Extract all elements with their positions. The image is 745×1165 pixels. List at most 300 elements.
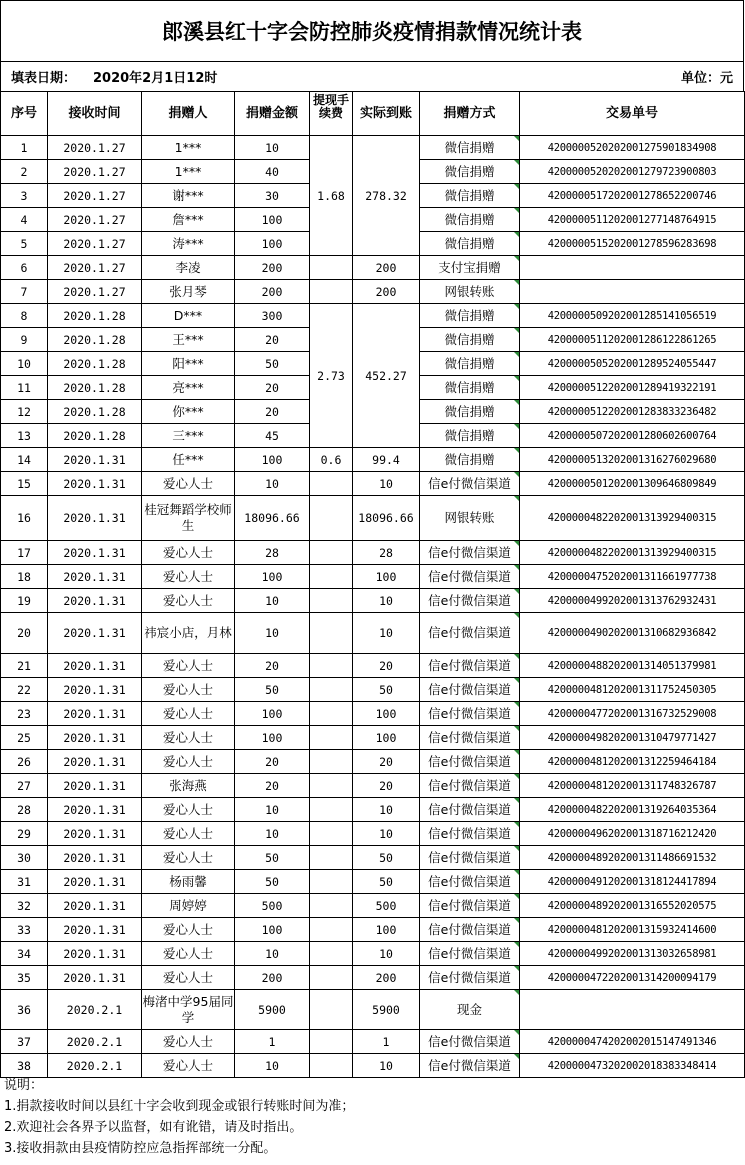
row-actual: 100 [353,702,420,726]
row-no: 27 [1,774,48,798]
row-amount: 10 [235,472,310,496]
row-fee [310,750,353,774]
row-txn: 4200000481202001315932414600 [520,918,745,942]
row-txn: 4200000501202001309646809849 [520,472,745,496]
row-amount: 45 [235,424,310,448]
row-method: 微信捐赠 [420,352,520,376]
table-row [1,966,745,990]
row-method: 信e付微信渠道 [420,846,520,870]
row-txn: 4200000511202001277148764915 [520,208,745,232]
row-method: 信e付微信渠道 [420,798,520,822]
row-fee [310,726,353,750]
row-fee [310,496,353,541]
row-date: 2020.1.31 [48,613,142,654]
row-txn [520,280,745,304]
row-no: 18 [1,565,48,589]
row-date: 2020.1.28 [48,400,142,424]
row-donor: 梅渚中学95届同学 [142,990,235,1030]
row-date: 2020.1.27 [48,280,142,304]
row-method: 网银转账 [420,496,520,541]
row-amount: 5900 [235,990,310,1030]
table-row [1,304,745,328]
row-txn: 4200000517202001278652200746 [520,184,745,208]
row-txn: 4200000472202001314200094179 [520,966,745,990]
row-donor: 周婷婷 [142,894,235,918]
row-fee: 0.6 [310,448,353,472]
row-no: 15 [1,472,48,496]
row-no: 16 [1,496,48,541]
row-donor: 阳*** [142,352,235,376]
row-method: 信e付微信渠道 [420,1054,520,1078]
row-donor: 亮*** [142,376,235,400]
row-txn: 4200000509202001285141056519 [520,304,745,328]
row-amount: 10 [235,589,310,613]
row-donor: 任*** [142,448,235,472]
row-method: 信e付微信渠道 [420,918,520,942]
row-no: 11 [1,376,48,400]
row-actual: 500 [353,894,420,918]
row-no: 2 [1,160,48,184]
row-fee [310,280,353,304]
header-method: 捐赠方式 [420,92,520,136]
table-row [1,702,745,726]
row-amount: 20 [235,750,310,774]
row-method: 信e付微信渠道 [420,894,520,918]
row-actual: 10 [353,472,420,496]
row-donor: 爱心人士 [142,918,235,942]
row-actual: 20 [353,774,420,798]
row-actual: 1 [353,1030,420,1054]
row-fee [310,1054,353,1078]
row-no: 7 [1,280,48,304]
row-txn: 4200000481202001311752450305 [520,678,745,702]
row-txn: 4200000511202001286122861265 [520,328,745,352]
row-amount: 10 [235,1054,310,1078]
row-donor: 爱心人士 [142,966,235,990]
row-amount: 100 [235,232,310,256]
table-row [1,798,745,822]
row-date: 2020.1.31 [48,846,142,870]
row-amount: 50 [235,678,310,702]
row-no: 26 [1,750,48,774]
row-txn: 4200000520202001275901834908 [520,136,745,160]
row-donor: 爱心人士 [142,822,235,846]
row-donor: 1*** [142,136,235,160]
row-amount: 30 [235,184,310,208]
row-txn: 4200000507202001280602600764 [520,424,745,448]
row-amount: 20 [235,774,310,798]
row-fee [310,256,353,280]
row-date: 2020.1.31 [48,448,142,472]
row-fee [310,822,353,846]
donation-table [0,91,745,1078]
row-date: 2020.1.27 [48,136,142,160]
row-amount: 10 [235,822,310,846]
header-date: 接收时间 [48,92,142,136]
row-actual: 50 [353,846,420,870]
row-donor: 爱心人士 [142,589,235,613]
table-body [1,136,745,1078]
table-row [1,918,745,942]
row-amount: 200 [235,256,310,280]
row-method: 信e付微信渠道 [420,822,520,846]
row-method: 微信捐赠 [420,376,520,400]
row-date: 2020.1.28 [48,376,142,400]
row-no: 28 [1,798,48,822]
row-date: 2020.1.31 [48,589,142,613]
row-fee [310,990,353,1030]
row-actual: 100 [353,565,420,589]
row-donor: 杨雨馨 [142,870,235,894]
row-fee [310,702,353,726]
row-method: 信e付微信渠道 [420,1030,520,1054]
row-donor: 1*** [142,160,235,184]
row-amount: 20 [235,328,310,352]
row-actual: 10 [353,613,420,654]
note-2: 2.欢迎社会各界予以监督，如有讹错，请及时指出。 [4,1120,303,1135]
row-actual: 100 [353,726,420,750]
row-no: 25 [1,726,48,750]
row-fee [310,942,353,966]
header-fee: 提现手续费 [310,92,353,136]
row-no: 34 [1,942,48,966]
row-no: 14 [1,448,48,472]
row-method: 微信捐赠 [420,328,520,352]
row-fee [310,774,353,798]
row-amount: 18096.66 [235,496,310,541]
row-no: 12 [1,400,48,424]
row-actual: 10 [353,1054,420,1078]
row-donor: 李凌 [142,256,235,280]
row-txn: 4200000499202001313032658981 [520,942,745,966]
row-txn: 4200000481202001312259464184 [520,750,745,774]
row-no: 3 [1,184,48,208]
table-row [1,565,745,589]
row-date: 2020.1.31 [48,654,142,678]
row-date: 2020.1.27 [48,160,142,184]
row-date: 2020.1.31 [48,918,142,942]
row-date: 2020.1.31 [48,702,142,726]
row-fee [310,1030,353,1054]
row-actual: 99.4 [353,448,420,472]
row-actual: 28 [353,541,420,565]
row-method: 微信捐赠 [420,448,520,472]
row-txn: 4200000491202001318124417894 [520,870,745,894]
row-actual: 452.27 [353,304,420,448]
row-actual: 50 [353,870,420,894]
row-no: 9 [1,328,48,352]
row-txn: 4200000490202001310682936842 [520,613,745,654]
row-method: 信e付微信渠道 [420,726,520,750]
row-donor: 詹*** [142,208,235,232]
notes [4,1075,354,1159]
row-date: 2020.2.1 [48,1030,142,1054]
row-method: 微信捐赠 [420,184,520,208]
row-txn: 4200000482202001313929400315 [520,541,745,565]
table-row [1,1030,745,1054]
row-txn [520,256,745,280]
row-txn: 4200000489202001316552020575 [520,894,745,918]
row-actual: 278.32 [353,136,420,256]
row-donor: 爱心人士 [142,678,235,702]
note-1: 1.捐款接收时间以县红十字会收到现金或银行转账时间为准； [4,1099,355,1114]
row-no: 23 [1,702,48,726]
row-amount: 10 [235,798,310,822]
row-date: 2020.1.31 [48,472,142,496]
table-row [1,136,745,160]
row-actual: 200 [353,966,420,990]
fill-date: 2020年2月1日12时 [93,70,218,86]
row-amount: 100 [235,918,310,942]
row-actual: 5900 [353,990,420,1030]
row-date: 2020.1.27 [48,232,142,256]
row-fee [310,918,353,942]
row-amount: 10 [235,136,310,160]
table-row [1,678,745,702]
row-amount: 50 [235,870,310,894]
row-amount: 100 [235,565,310,589]
header-txn: 交易单号 [520,92,745,136]
row-amount: 20 [235,654,310,678]
row-donor: 张月琴 [142,280,235,304]
row-donor: 桂冠舞蹈学校师生 [142,496,235,541]
row-method: 信e付微信渠道 [420,541,520,565]
row-method: 信e付微信渠道 [420,589,520,613]
row-txn: 4200000475202001311661977738 [520,565,745,589]
table-row [1,613,745,654]
row-txn: 4200000520202001279723900803 [520,160,745,184]
row-no: 19 [1,589,48,613]
row-actual: 20 [353,654,420,678]
table-row [1,870,745,894]
header-amount: 捐赠金额 [235,92,310,136]
table-row [1,846,745,870]
row-date: 2020.2.1 [48,990,142,1030]
row-fee [310,541,353,565]
row-no: 17 [1,541,48,565]
row-donor: 爱心人士 [142,798,235,822]
date-label: 填表日期： [11,70,77,86]
row-no: 1 [1,136,48,160]
row-fee [310,894,353,918]
row-amount: 50 [235,846,310,870]
header-no: 序号 [1,92,48,136]
row-txn: 4200000488202001314051379981 [520,654,745,678]
row-txn: 4200000482202001319264035364 [520,798,745,822]
row-donor: 张海燕 [142,774,235,798]
row-no: 8 [1,304,48,328]
row-date: 2020.1.27 [48,208,142,232]
row-date: 2020.1.31 [48,678,142,702]
table-row [1,1054,745,1078]
table-row [1,654,745,678]
row-method: 微信捐赠 [420,136,520,160]
notes-title: 说明： [4,1078,44,1093]
row-donor: 祎宸小店，月林 [142,613,235,654]
row-fee [310,472,353,496]
meta-row [0,61,744,91]
row-donor: 爱心人士 [142,654,235,678]
row-amount: 28 [235,541,310,565]
row-date: 2020.2.1 [48,1054,142,1078]
row-date: 2020.1.27 [48,256,142,280]
row-txn: 4200000515202001278596283698 [520,232,745,256]
row-method: 信e付微信渠道 [420,613,520,654]
row-donor: 爱心人士 [142,472,235,496]
row-amount: 20 [235,400,310,424]
row-no: 29 [1,822,48,846]
row-actual: 50 [353,678,420,702]
table-header-row [1,92,745,136]
row-no: 5 [1,232,48,256]
row-amount: 200 [235,966,310,990]
row-no: 4 [1,208,48,232]
row-donor: 爱心人士 [142,565,235,589]
row-method: 信e付微信渠道 [420,774,520,798]
row-method: 信e付微信渠道 [420,966,520,990]
row-no: 13 [1,424,48,448]
row-method: 信e付微信渠道 [420,678,520,702]
row-fee [310,654,353,678]
row-actual: 10 [353,589,420,613]
row-date: 2020.1.31 [48,496,142,541]
row-method: 现金 [420,990,520,1030]
row-actual: 200 [353,280,420,304]
row-no: 31 [1,870,48,894]
row-donor: 爱心人士 [142,846,235,870]
row-method: 信e付微信渠道 [420,750,520,774]
note-3: 3.接收捐款由县疫情防控应急指挥部统一分配。 [4,1141,277,1156]
row-txn: 4200000496202001318716212420 [520,822,745,846]
row-no: 33 [1,918,48,942]
row-no: 32 [1,894,48,918]
row-method: 微信捐赠 [420,304,520,328]
row-method: 支付宝捐赠 [420,256,520,280]
row-date: 2020.1.27 [48,184,142,208]
row-amount: 1 [235,1030,310,1054]
row-date: 2020.1.28 [48,304,142,328]
row-date: 2020.1.31 [48,726,142,750]
row-amount: 50 [235,352,310,376]
table-row [1,589,745,613]
row-method: 微信捐赠 [420,400,520,424]
row-date: 2020.1.31 [48,541,142,565]
row-donor: 你*** [142,400,235,424]
row-fee [310,870,353,894]
row-date: 2020.1.28 [48,424,142,448]
row-fee: 1.68 [310,136,353,256]
header-actual: 实际到账 [353,92,420,136]
row-method: 微信捐赠 [420,160,520,184]
row-method: 微信捐赠 [420,208,520,232]
row-actual: 10 [353,822,420,846]
row-donor: D*** [142,304,235,328]
row-donor: 王*** [142,328,235,352]
row-txn: 4200000473202002018383348414 [520,1054,745,1078]
row-amount: 20 [235,376,310,400]
row-txn: 4200000512202001283833236482 [520,400,745,424]
row-txn: 4200000477202001316732529008 [520,702,745,726]
row-amount: 300 [235,304,310,328]
sheet-title: 郎溪县红十字会防控肺炎疫情捐款情况统计表 [0,0,744,62]
table-row [1,822,745,846]
row-donor: 三*** [142,424,235,448]
row-method: 信e付微信渠道 [420,942,520,966]
row-txn: 4200000499202001313762932431 [520,589,745,613]
row-date: 2020.1.31 [48,798,142,822]
row-amount: 100 [235,726,310,750]
row-no: 36 [1,990,48,1030]
row-actual: 100 [353,918,420,942]
row-donor: 涛*** [142,232,235,256]
row-fee [310,613,353,654]
row-fee [310,678,353,702]
row-txn: 4200000474202002015147491346 [520,1030,745,1054]
row-actual: 200 [353,256,420,280]
row-method: 信e付微信渠道 [420,565,520,589]
row-no: 37 [1,1030,48,1054]
row-date: 2020.1.31 [48,966,142,990]
row-date: 2020.1.31 [48,870,142,894]
row-no: 22 [1,678,48,702]
row-fee [310,966,353,990]
row-txn: 4200000482202001313929400315 [520,496,745,541]
row-amount: 200 [235,280,310,304]
row-donor: 爱心人士 [142,702,235,726]
row-actual: 10 [353,942,420,966]
row-method: 信e付微信渠道 [420,472,520,496]
row-amount: 500 [235,894,310,918]
row-actual: 18096.66 [353,496,420,541]
row-amount: 100 [235,208,310,232]
row-fee [310,589,353,613]
row-txn: 4200000513202001316276029680 [520,448,745,472]
row-date: 2020.1.31 [48,894,142,918]
row-no: 38 [1,1054,48,1078]
row-txn: 4200000489202001311486691532 [520,846,745,870]
row-no: 30 [1,846,48,870]
row-donor: 谢*** [142,184,235,208]
row-donor: 爱心人士 [142,750,235,774]
row-txn: 4200000505202001289524055447 [520,352,745,376]
row-method: 信e付微信渠道 [420,870,520,894]
table-row [1,541,745,565]
row-txn: 4200000481202001311748326787 [520,774,745,798]
row-no: 21 [1,654,48,678]
row-method: 网银转账 [420,280,520,304]
row-date: 2020.1.31 [48,942,142,966]
row-date: 2020.1.31 [48,774,142,798]
table-row [1,256,745,280]
row-donor: 爱心人士 [142,1054,235,1078]
table-row [1,496,745,541]
row-donor: 爱心人士 [142,942,235,966]
table-row [1,942,745,966]
row-no: 6 [1,256,48,280]
row-donor: 爱心人士 [142,726,235,750]
row-no: 10 [1,352,48,376]
table-row [1,750,745,774]
row-method: 微信捐赠 [420,424,520,448]
table-row [1,472,745,496]
table-row [1,774,745,798]
row-txn [520,990,745,1030]
table-row [1,726,745,750]
row-donor: 爱心人士 [142,541,235,565]
unit-label: 单位：元 [680,70,733,86]
row-amount: 100 [235,448,310,472]
row-fee [310,798,353,822]
